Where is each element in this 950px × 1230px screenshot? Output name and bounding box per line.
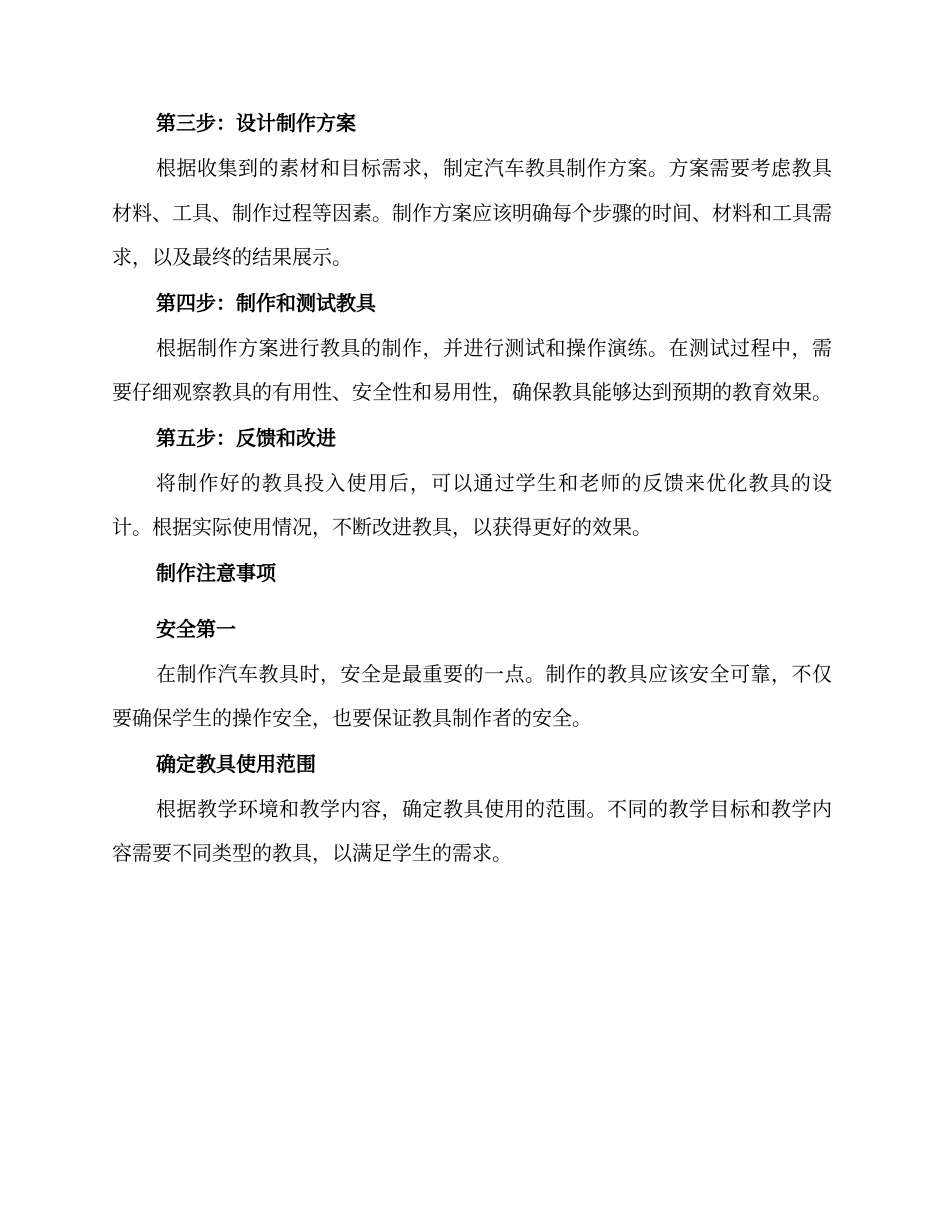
notes-title: 制作注意事项 [156,560,276,585]
note-heading-scope: 确定教具使用范围 [156,751,316,776]
document-page [112,108,832,876]
note-heading-safety: 安全第一 [156,616,236,641]
note-body-safety: 在制作汽车教具时，安全是最重要的一点。制作的教具应该安全可靠，不仅要确保学生的操作安全，也要保证教具制作者的安全。 [112,661,832,730]
section-heading-step4: 第四步：制作和测试教具 [156,290,376,315]
section-body-step3: 根据收集到的素材和目标需求，制定汽车教具制作方案。方案需要考虑教具材料、工具、制作过程等因素。制作方案应该明确每个步骤的时间、材料和工具需求，以及最终的结果展示。 [112,156,832,269]
section-body-step4: 根据制作方案进行教具的制作，并进行测试和操作演练。在测试过程中，需要仔细观察教具的有用性、安全性和易用性，确保教具能够达到预期的教育效果。 [112,335,832,404]
section-body-step5: 将制作好的教具投入使用后，可以通过学生和老师的反馈来优化教具的设计。根据实际使用情况，不断改进教具，以获得更好的效果。 [112,470,832,539]
section-heading-step3: 第三步：设计制作方案 [156,111,356,135]
section-heading-step5: 第五步：反馈和改进 [156,425,336,450]
note-body-scope: 根据教学环境和教学内容，确定教具使用的范围。不同的教学目标和教学内容需要不同类型的教具，以满足学生的需求。 [112,796,832,865]
